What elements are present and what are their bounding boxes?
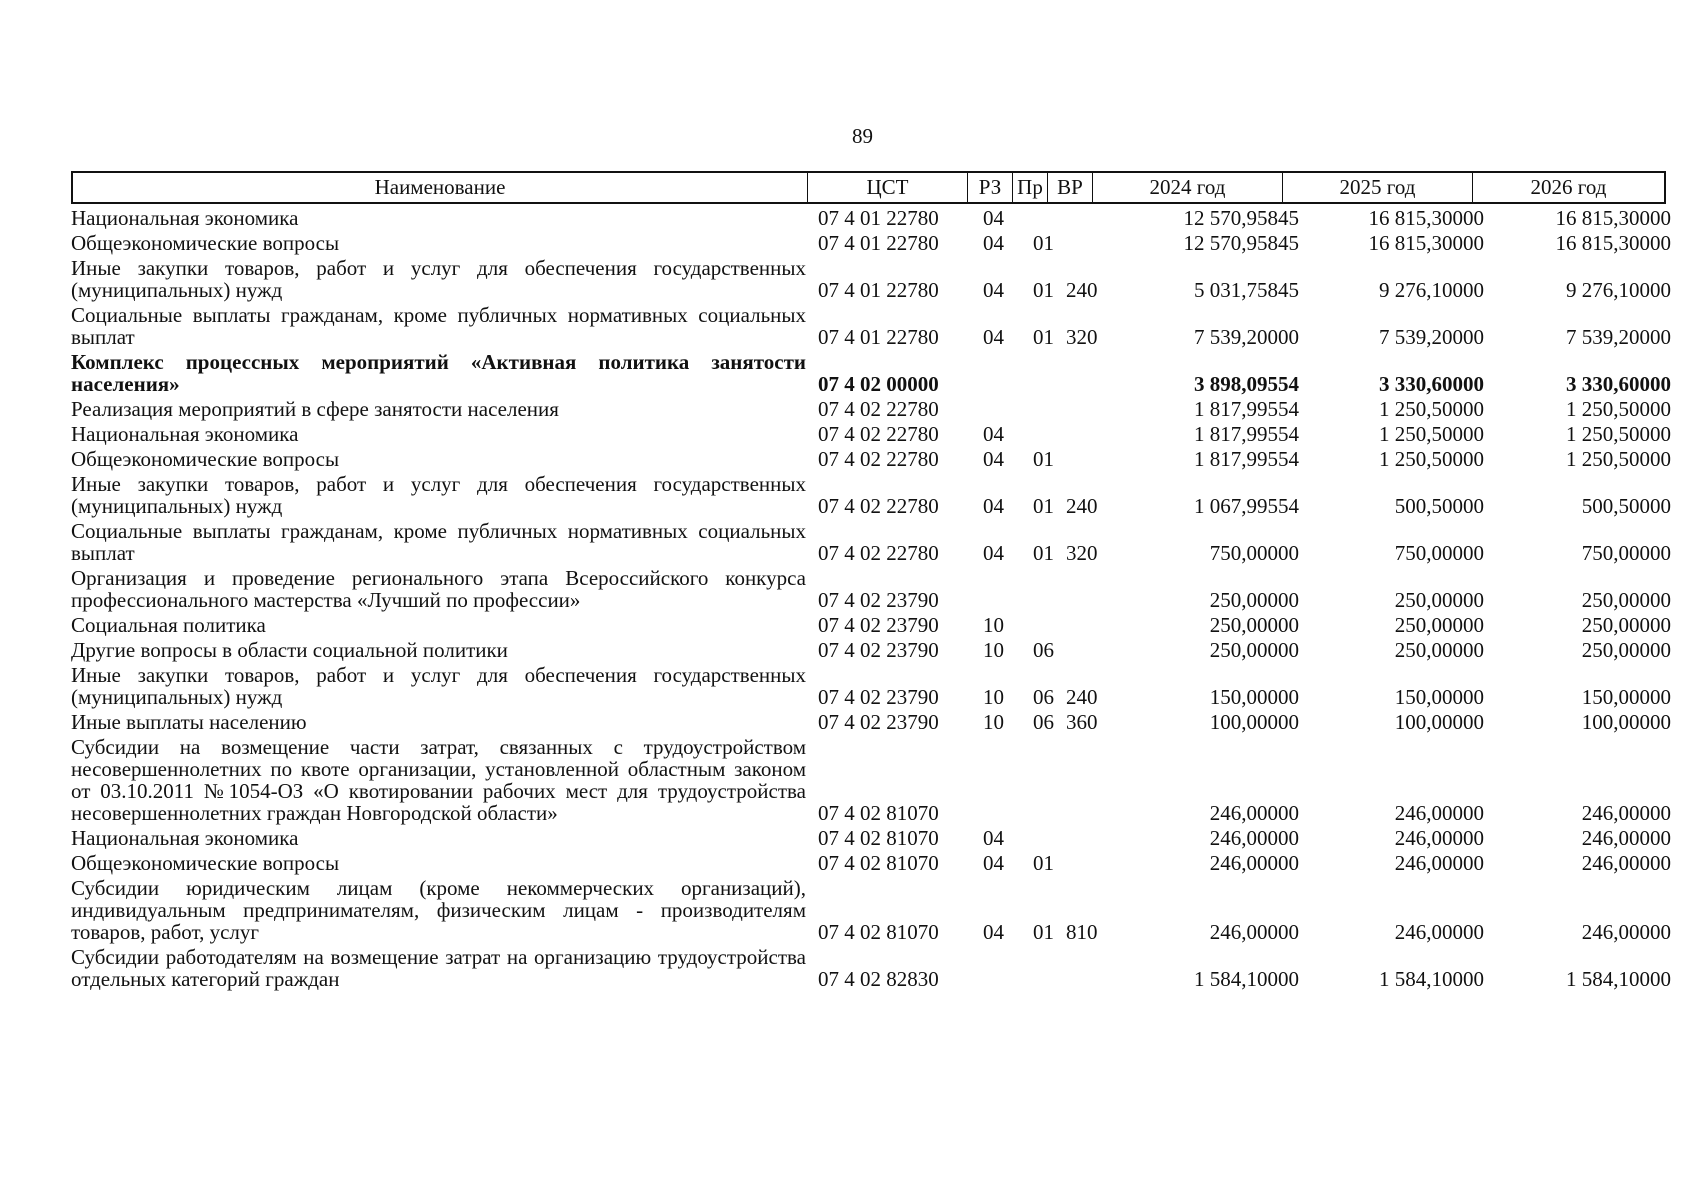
row-2025: 9 276,10000 bbox=[1379, 278, 1484, 302]
row-2025: 500,50000 bbox=[1394, 494, 1484, 518]
page-number: 89 bbox=[852, 124, 873, 148]
table-row bbox=[71, 874, 1671, 943]
table-row bbox=[71, 445, 1671, 470]
table-row bbox=[71, 636, 1671, 661]
row-rz: 10 bbox=[983, 685, 1004, 709]
row-2026: 150,00000 bbox=[1581, 685, 1671, 709]
row-2025: 16 815,30000 bbox=[1368, 231, 1484, 255]
row-2024: 150,00000 bbox=[1209, 685, 1299, 709]
table-row bbox=[71, 708, 1671, 733]
row-2025: 16 815,30000 bbox=[1368, 206, 1484, 230]
row-pr: 01 bbox=[1033, 231, 1054, 255]
row-rz: 04 bbox=[983, 278, 1004, 302]
row-2024: 246,00000 bbox=[1209, 851, 1299, 875]
row-2025: 1 250,50000 bbox=[1379, 422, 1484, 446]
row-name: Организация и проведение регионального этапа Всероссийского конкурса профессионального мастерства «Лучший по профессии» bbox=[71, 566, 806, 612]
row-2024: 246,00000 bbox=[1209, 801, 1299, 825]
table-row bbox=[71, 420, 1671, 445]
row-2024: 3 898,09554 bbox=[1194, 372, 1299, 396]
row-name: Общеэкономические вопросы bbox=[71, 231, 340, 255]
row-cst: 07 4 02 22780 bbox=[818, 494, 939, 518]
table-row bbox=[71, 301, 1671, 348]
row-cst: 07 4 02 23790 bbox=[818, 588, 939, 612]
row-vr: 240 bbox=[1066, 494, 1098, 518]
row-2024: 100,00000 bbox=[1209, 710, 1299, 734]
row-2026: 1 250,50000 bbox=[1566, 422, 1671, 446]
row-pr: 01 bbox=[1033, 494, 1054, 518]
row-2025: 250,00000 bbox=[1394, 638, 1484, 662]
row-cst: 07 4 02 81070 bbox=[818, 826, 939, 850]
row-2026: 246,00000 bbox=[1581, 851, 1671, 875]
table-header bbox=[71, 171, 1666, 204]
column-header-pr: Пр bbox=[1013, 173, 1048, 202]
row-cst: 07 4 02 23790 bbox=[818, 685, 939, 709]
row-2024: 7 539,20000 bbox=[1194, 325, 1299, 349]
table-row bbox=[71, 943, 1671, 990]
row-cst: 07 4 02 22780 bbox=[818, 447, 939, 471]
row-2026: 16 815,30000 bbox=[1555, 206, 1671, 230]
row-pr: 01 bbox=[1033, 447, 1054, 471]
row-2025: 7 539,20000 bbox=[1379, 325, 1484, 349]
row-2026: 3 330,60000 bbox=[1566, 372, 1671, 396]
row-2024: 5 031,75845 bbox=[1194, 278, 1299, 302]
row-name: Социальная политика bbox=[71, 613, 266, 637]
column-header-2026: 2026 год bbox=[1530, 175, 1607, 199]
row-vr: 810 bbox=[1066, 920, 1098, 944]
row-2025: 246,00000 bbox=[1394, 826, 1484, 850]
table-row bbox=[71, 204, 1671, 229]
row-2026: 7 539,20000 bbox=[1566, 325, 1671, 349]
row-name: Социальные выплаты гражданам, кроме публичных нормативных социальных выплат bbox=[71, 303, 806, 349]
row-cst: 07 4 02 81070 bbox=[818, 920, 939, 944]
row-cst: 07 4 02 82830 bbox=[818, 967, 939, 991]
table-row bbox=[71, 733, 1671, 824]
column-header-cst: ЦСТ bbox=[808, 173, 968, 202]
row-rz: 04 bbox=[983, 422, 1004, 446]
row-2024: 246,00000 bbox=[1209, 920, 1299, 944]
row-vr: 240 bbox=[1066, 685, 1098, 709]
table-row bbox=[71, 564, 1671, 611]
row-name: Иные выплаты населению bbox=[71, 710, 307, 734]
row-cst: 07 4 02 22780 bbox=[818, 397, 939, 421]
row-cst: 07 4 02 81070 bbox=[818, 801, 939, 825]
row-name: Национальная экономика bbox=[71, 422, 299, 446]
row-2024: 250,00000 bbox=[1209, 638, 1299, 662]
table-row bbox=[71, 254, 1671, 301]
row-2025: 250,00000 bbox=[1394, 613, 1484, 637]
row-rz: 04 bbox=[983, 541, 1004, 565]
row-name: Реализация мероприятий в сфере занятости населения bbox=[71, 397, 559, 421]
row-pr: 06 bbox=[1033, 638, 1054, 662]
row-vr: 320 bbox=[1066, 325, 1098, 349]
row-2026: 9 276,10000 bbox=[1566, 278, 1671, 302]
row-2025: 100,00000 bbox=[1394, 710, 1484, 734]
row-pr: 06 bbox=[1033, 710, 1054, 734]
row-2024: 12 570,95845 bbox=[1183, 231, 1299, 255]
row-rz: 10 bbox=[983, 613, 1004, 637]
row-cst: 07 4 01 22780 bbox=[818, 278, 939, 302]
row-2026: 1 250,50000 bbox=[1566, 397, 1671, 421]
row-rz: 10 bbox=[983, 710, 1004, 734]
row-cst: 07 4 01 22780 bbox=[818, 206, 939, 230]
row-pr: 06 bbox=[1033, 685, 1054, 709]
row-rz: 04 bbox=[983, 325, 1004, 349]
row-2026: 250,00000 bbox=[1581, 588, 1671, 612]
table-row bbox=[71, 661, 1671, 708]
row-cst: 07 4 02 22780 bbox=[818, 541, 939, 565]
column-header-name: Наименование bbox=[73, 173, 808, 202]
row-2025: 1 250,50000 bbox=[1379, 447, 1484, 471]
row-name: Национальная экономика bbox=[71, 206, 299, 230]
column-header-vr: ВР bbox=[1048, 173, 1093, 202]
row-2024: 250,00000 bbox=[1209, 588, 1299, 612]
row-name: Другие вопросы в области социальной политики bbox=[71, 638, 508, 662]
row-rz: 10 bbox=[983, 638, 1004, 662]
row-cst: 07 4 01 22780 bbox=[818, 231, 939, 255]
row-2024: 1 817,99554 bbox=[1194, 447, 1299, 471]
row-2025: 246,00000 bbox=[1394, 920, 1484, 944]
table-row bbox=[71, 517, 1671, 564]
row-2026: 1 250,50000 bbox=[1566, 447, 1671, 471]
row-2024: 12 570,95845 bbox=[1183, 206, 1299, 230]
table-row bbox=[71, 395, 1671, 420]
row-2026: 16 815,30000 bbox=[1555, 231, 1671, 255]
row-2025: 750,00000 bbox=[1394, 541, 1484, 565]
row-2026: 250,00000 bbox=[1581, 638, 1671, 662]
row-2026: 250,00000 bbox=[1581, 613, 1671, 637]
table-row bbox=[71, 849, 1671, 874]
row-name: Общеэкономические вопросы bbox=[71, 851, 340, 875]
row-rz: 04 bbox=[983, 826, 1004, 850]
row-cst: 07 4 02 81070 bbox=[818, 851, 939, 875]
table-body bbox=[71, 204, 1671, 990]
row-rz: 04 bbox=[983, 494, 1004, 518]
row-pr: 01 bbox=[1033, 278, 1054, 302]
row-pr: 01 bbox=[1033, 851, 1054, 875]
row-vr: 360 bbox=[1066, 710, 1098, 734]
table-row bbox=[71, 611, 1671, 636]
table-row bbox=[71, 348, 1671, 395]
row-pr: 01 bbox=[1033, 325, 1054, 349]
row-name: Субсидии юридическим лицам (кроме некоммерческих организаций), индивидуальным предпринимателям, физическим лицам - производителям товаров, работ, услуг bbox=[71, 876, 806, 944]
row-2024: 246,00000 bbox=[1209, 826, 1299, 850]
row-cst: 07 4 02 00000 bbox=[818, 372, 939, 396]
row-2025: 246,00000 bbox=[1394, 801, 1484, 825]
row-vr: 320 bbox=[1066, 541, 1098, 565]
column-header-rz: РЗ bbox=[968, 173, 1013, 202]
row-2026: 246,00000 bbox=[1581, 801, 1671, 825]
row-2025: 246,00000 bbox=[1394, 851, 1484, 875]
row-name: Иные закупки товаров, работ и услуг для обеспечения государственных (муниципальных) нужд bbox=[71, 663, 806, 709]
row-name: Иные закупки товаров, работ и услуг для обеспечения государственных (муниципальных) нужд bbox=[71, 256, 806, 302]
row-name: Субсидии работодателям на возмещение затрат на организацию трудоустройства отдельных категорий граждан bbox=[71, 945, 806, 991]
table-row bbox=[71, 470, 1671, 517]
row-cst: 07 4 02 23790 bbox=[818, 710, 939, 734]
row-2024: 1 584,10000 bbox=[1194, 967, 1299, 991]
row-name: Субсидии на возмещение части затрат, связанных с трудоустройством несовершеннолетних по квоте организации, установленной областным законом от 03.10.2011 №1054-ОЗ «О квотировании рабочих мест для трудоустройства несовершеннолетних граждан Новгородской области» bbox=[71, 735, 806, 825]
row-2024: 1 817,99554 bbox=[1194, 397, 1299, 421]
row-2025: 1 250,50000 bbox=[1379, 397, 1484, 421]
row-2024: 250,00000 bbox=[1209, 613, 1299, 637]
row-name: Иные закупки товаров, работ и услуг для обеспечения государственных (муниципальных) нужд bbox=[71, 472, 806, 518]
row-cst: 07 4 01 22780 bbox=[818, 325, 939, 349]
row-cst: 07 4 02 22780 bbox=[818, 422, 939, 446]
row-2025: 250,00000 bbox=[1394, 588, 1484, 612]
row-2026: 246,00000 bbox=[1581, 826, 1671, 850]
row-2025: 1 584,10000 bbox=[1379, 967, 1484, 991]
row-2025: 150,00000 bbox=[1394, 685, 1484, 709]
row-2024: 1 817,99554 bbox=[1194, 422, 1299, 446]
column-header-2025: 2025 год bbox=[1283, 173, 1473, 202]
row-rz: 04 bbox=[983, 851, 1004, 875]
row-cst: 07 4 02 23790 bbox=[818, 613, 939, 637]
row-2026: 246,00000 bbox=[1581, 920, 1671, 944]
row-rz: 04 bbox=[983, 206, 1004, 230]
row-2026: 500,50000 bbox=[1581, 494, 1671, 518]
column-header-2024: 2024 год bbox=[1093, 173, 1283, 202]
row-2026: 100,00000 bbox=[1581, 710, 1671, 734]
table-row bbox=[71, 229, 1671, 254]
row-name: Национальная экономика bbox=[71, 826, 299, 850]
row-name: Общеэкономические вопросы bbox=[71, 447, 340, 471]
row-rz: 04 bbox=[983, 920, 1004, 944]
row-name: Комплекс процессных мероприятий «Активная политика занятости населения» bbox=[71, 350, 806, 396]
row-2026: 1 584,10000 bbox=[1566, 967, 1671, 991]
row-vr: 240 bbox=[1066, 278, 1098, 302]
table-row bbox=[71, 824, 1671, 849]
row-2024: 1 067,99554 bbox=[1194, 494, 1299, 518]
row-2024: 750,00000 bbox=[1209, 541, 1299, 565]
row-rz: 04 bbox=[983, 447, 1004, 471]
row-2026: 750,00000 bbox=[1581, 541, 1671, 565]
row-pr: 01 bbox=[1033, 541, 1054, 565]
row-rz: 04 bbox=[983, 231, 1004, 255]
row-pr: 01 bbox=[1033, 920, 1054, 944]
row-name: Социальные выплаты гражданам, кроме публичных нормативных социальных выплат bbox=[71, 519, 806, 565]
row-cst: 07 4 02 23790 bbox=[818, 638, 939, 662]
row-2025: 3 330,60000 bbox=[1379, 372, 1484, 396]
